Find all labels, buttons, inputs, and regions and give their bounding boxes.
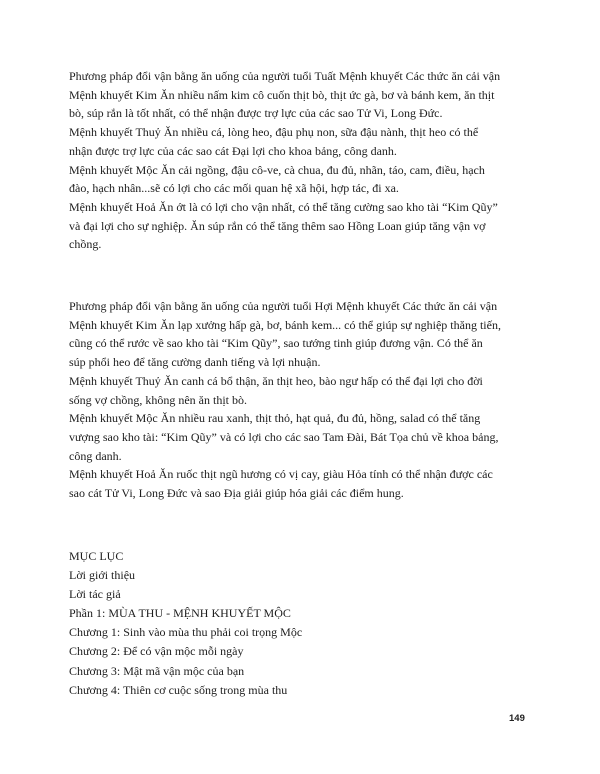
text-line: đào, hạch nhân...sẽ có lợi cho các mối quan hệ xã hội, hợp tác, đi xa. [69,181,399,196]
toc-entry: Chương 2: Để có vận mộc mỗi ngày [69,644,244,659]
text-line: súp phổi heo để tăng cường danh tiếng và lợi nhuận. [69,355,321,370]
text-line: công danh. [69,448,122,463]
text-line: bò, súp rắn là tốt nhất, có thể nhận được trợ lực của các sao Tử Vi, Long Đức. [69,106,443,121]
text-line: chồng. [69,237,102,252]
text-line: sao cát Tử Vi, Long Đức và sao Địa giải giúp hóa giải các điểm hung. [69,486,404,501]
table-of-contents [69,547,537,700]
text-line: Phương pháp đổi vận bằng ăn uống của người tuổi Hợi Mệnh khuyết Các thức ăn cải vận [69,299,498,313]
text-line: vượng sao kho tài: “Kim Qũy” và có lợi cho các sao Tam Đài, Bát Tọa chủ về khoa bảng, [69,429,499,444]
text-line: nhận được trợ lực của các sao cát Đại lợi cho khoa bảng, công danh. [69,143,397,158]
toc-entry: Chương 3: Mật mã vận mộc của bạn [69,663,245,678]
text-line: Mệnh khuyết Mộc Ăn cải ngồng, đậu cô-ve, cà chua, đu đủ, nhãn, táo, cam, điều, hạch [69,162,485,177]
text-line: Mệnh khuyết Hoả Ăn ruốc thịt ngũ hương có vị cay, giàu Hỏa tính có thể nhận được các [69,467,493,482]
toc-entry: Lời giới thiệu [69,568,136,583]
paragraph-tuat-diet [69,67,537,254]
page-number: 149 [509,713,525,724]
text-line: Mệnh khuyết Kim Ăn lạp xưởng hấp gà, bơ, bánh kem... có thể giúp sự nghiệp thăng tiến, [69,317,501,332]
toc-entry: Lời tác giả [69,587,121,602]
toc-entry: Chương 1: Sinh vào mùa thu phải coi trọng Mộc [69,625,303,640]
text-line: Mệnh khuyết Thuỷ Ăn nhiều cá, lòng heo, đậu phụ non, sữa đậu nành, thịt heo có thể [69,125,479,140]
text-line: Phương pháp đổi vận bằng ăn uống của người tuổi Tuất Mệnh khuyết Các thức ăn cải vận [69,69,501,83]
toc-heading: MỤC LỤC [69,549,124,563]
text-line: Mệnh khuyết Thuỷ Ăn canh cá bổ thận, ăn thịt heo, bào ngư hấp có thể đại lợi cho đời [69,373,483,388]
text-line: Mệnh khuyết Mộc Ăn nhiều rau xanh, thịt thỏ, hạt quả, đu đủ, hồng, salad có thể tăng [69,411,481,426]
paragraph-hoi-diet [69,297,537,503]
text-line: Mệnh khuyết Hoả Ăn ớt là có lợi cho vận nhất, có thể tăng cường sao kho tài “Kim Qũy” [69,199,498,214]
text-line: cũng có thể rước về sao kho tài “Kim Qũy”, sao tướng tinh giúp đương vận. Có thể ăn [69,336,483,351]
text-line: Mệnh khuyết Kim Ăn nhiều nấm kim cô cuốn thịt bò, thịt ức gà, bơ và bánh kem, ăn thịt [69,87,495,102]
toc-entry: Chương 4: Thiên cơ cuộc sống trong mùa thu [69,682,288,697]
text-line: sống vợ chồng, không nên ăn thịt bò. [69,392,247,407]
text-line: và đại lợi cho sự nghiệp. Ăn súp rắn có thể tăng thêm sao Hồng Loan giúp tăng vận vợ [69,218,486,233]
toc-entry: Phần 1: MÙA THU - MỆNH KHUYẾT MỘC [69,606,291,621]
